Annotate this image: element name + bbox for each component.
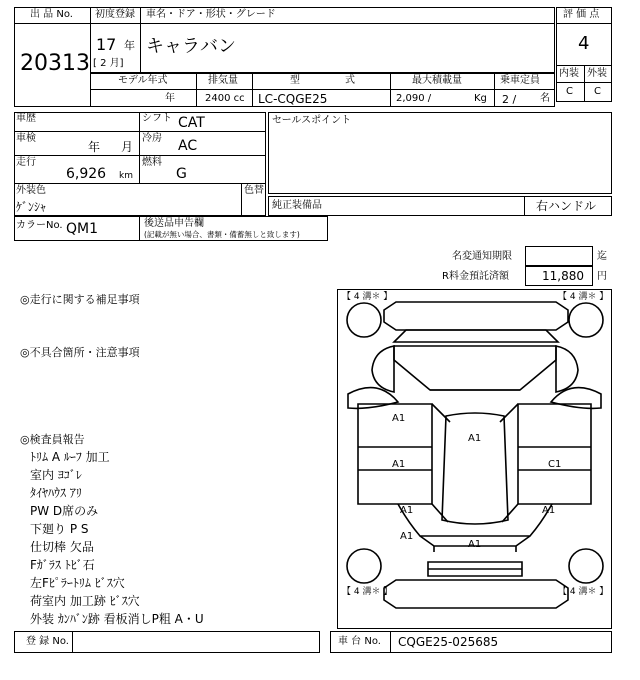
score: 4 bbox=[578, 33, 590, 54]
lot-number: 20313 bbox=[20, 51, 90, 76]
inspector-report-title: ◎検査員報告 bbox=[20, 433, 85, 446]
history-label: 車歴 bbox=[16, 113, 36, 124]
model-year-unit: 年 bbox=[165, 93, 175, 104]
exterior-score: C bbox=[594, 86, 601, 97]
type-label: 型 bbox=[290, 75, 300, 86]
mileage: 6,926 bbox=[66, 166, 107, 182]
fuel-label: 燃料 bbox=[142, 157, 162, 168]
inspection-month: 月 bbox=[121, 140, 134, 154]
color-change-label: 色替 bbox=[244, 185, 264, 196]
color-no-label: カラーNo. bbox=[16, 220, 63, 231]
capacity-unit: 名 bbox=[540, 93, 550, 104]
driving-notes-title: ◎走行に関する補足事項 bbox=[20, 293, 140, 306]
tire-front-right: 【 4 溝＊ 】 bbox=[558, 292, 609, 302]
report-line: ﾀｲﾔﾊｳｽ ｱﾘ bbox=[30, 486, 82, 500]
damage-mark: A1 bbox=[400, 505, 414, 516]
ac-value: AC bbox=[178, 138, 198, 154]
ac-label: 冷房 bbox=[142, 133, 162, 144]
car-diagram bbox=[337, 289, 612, 629]
shift-value: CAT bbox=[178, 115, 205, 131]
interior-score: C bbox=[566, 86, 573, 97]
chassis-no: CQGE25-025685 bbox=[398, 635, 499, 649]
displacement: 2400 cc bbox=[205, 93, 245, 104]
model-type: LC-CQGE25 bbox=[258, 92, 328, 106]
chassis-no-label: 車 台 No. bbox=[338, 636, 381, 647]
defects-title: ◎不具合箇所・注意事項 bbox=[20, 346, 140, 359]
inspection-year: 年 bbox=[88, 140, 101, 154]
reg-month: [ 2 月] bbox=[93, 58, 124, 69]
damage-mark: A1 bbox=[468, 433, 482, 444]
damage-mark: A1 bbox=[392, 459, 406, 470]
first-registration-label: 初度登録 bbox=[95, 9, 135, 20]
tire-rear-right: 【 4 溝＊ 】 bbox=[558, 587, 609, 597]
inspection-label: 車検 bbox=[16, 133, 36, 144]
damage-mark: A1 bbox=[468, 539, 482, 550]
fuel-value: G bbox=[176, 166, 187, 182]
report-line: 仕切棒 欠品 bbox=[30, 540, 94, 554]
max-load-label: 最大積載量 bbox=[412, 75, 462, 86]
shift-label: シフト bbox=[142, 113, 172, 124]
displacement-label: 排気量 bbox=[208, 75, 238, 86]
car-name: キャラバン bbox=[146, 36, 236, 57]
name-change-deadline-label: 名変通知期限 bbox=[452, 251, 512, 262]
recycle-label: R料金預託済額 bbox=[442, 271, 509, 282]
ext-color: ｹﾞﾝｼｬ bbox=[16, 200, 47, 214]
model-year-label: モデル年式 bbox=[118, 75, 168, 86]
score-label: 評 価 点 bbox=[563, 9, 600, 20]
steering-side: 右ハンドル bbox=[536, 199, 597, 213]
interior-label: 内装 bbox=[559, 68, 579, 79]
registration-no-label: 登 録 No. bbox=[26, 636, 69, 647]
report-line: 左Fﾋﾟﾗｰﾄﾘﾑ ﾋﾞｽ穴 bbox=[30, 576, 125, 590]
damage-mark: C1 bbox=[548, 459, 562, 470]
tire-rear-left: 【 4 溝＊ 】 bbox=[342, 587, 393, 597]
report-line: 下廻り P S bbox=[30, 522, 89, 536]
report-line: PW D席のみ bbox=[30, 504, 99, 518]
color-no: QM1 bbox=[66, 221, 99, 237]
sales-point-label: セールスポイント bbox=[272, 115, 352, 126]
post-report-label: 後送品申告欄 bbox=[144, 218, 204, 229]
max-load-unit: Kg bbox=[474, 93, 487, 104]
reg-year-unit: 年 bbox=[124, 39, 135, 52]
max-load: 2,090 / bbox=[396, 93, 432, 104]
reg-year: 17 bbox=[96, 35, 117, 54]
lot-number-label: 出 品 No. bbox=[30, 9, 73, 20]
report-line: 荷室内 加工跡 ﾋﾞｽ穴 bbox=[30, 594, 140, 608]
name-change-unit: 迄 bbox=[597, 251, 607, 262]
report-line: Fｶﾞﾗｽ ﾄﾋﾞ石 bbox=[30, 558, 95, 572]
report-line: ﾄﾘﾑ A ﾙｰﾌ 加工 bbox=[30, 450, 110, 464]
damage-mark: A1 bbox=[392, 413, 406, 424]
exterior-label: 外装 bbox=[587, 68, 607, 79]
type-label-2: 式 bbox=[345, 75, 355, 86]
ext-color-label: 外装色 bbox=[16, 185, 46, 196]
report-line: 室内 ﾖｺﾞﾚ bbox=[30, 468, 82, 482]
details-box bbox=[14, 112, 266, 216]
mileage-unit: km bbox=[119, 171, 133, 181]
car-name-label: 車名・ドア・形状・グレード bbox=[146, 9, 276, 20]
mileage-label: 走行 bbox=[16, 157, 36, 168]
recycle-unit: 円 bbox=[597, 271, 607, 282]
damage-mark: A1 bbox=[400, 531, 414, 542]
capacity: 2 / bbox=[502, 93, 517, 106]
car-body-outline bbox=[338, 290, 611, 628]
post-report-note: (記載が無い場合、書類・備蓄無しと致します) bbox=[144, 230, 300, 239]
inspector-report-list bbox=[30, 448, 204, 628]
report-line: 外装 ｶﾝﾊﾞﾝ跡 看板消しP粗 A・U bbox=[30, 612, 204, 626]
genuine-equipment-label: 純正装備品 bbox=[272, 200, 322, 211]
tire-front-left: 【 4 溝＊ 】 bbox=[342, 292, 393, 302]
name-change-deadline-field bbox=[525, 246, 593, 266]
recycle-value: 11,880 bbox=[542, 269, 584, 283]
damage-mark: A1 bbox=[542, 505, 556, 516]
capacity-label: 乗車定員 bbox=[500, 75, 540, 86]
